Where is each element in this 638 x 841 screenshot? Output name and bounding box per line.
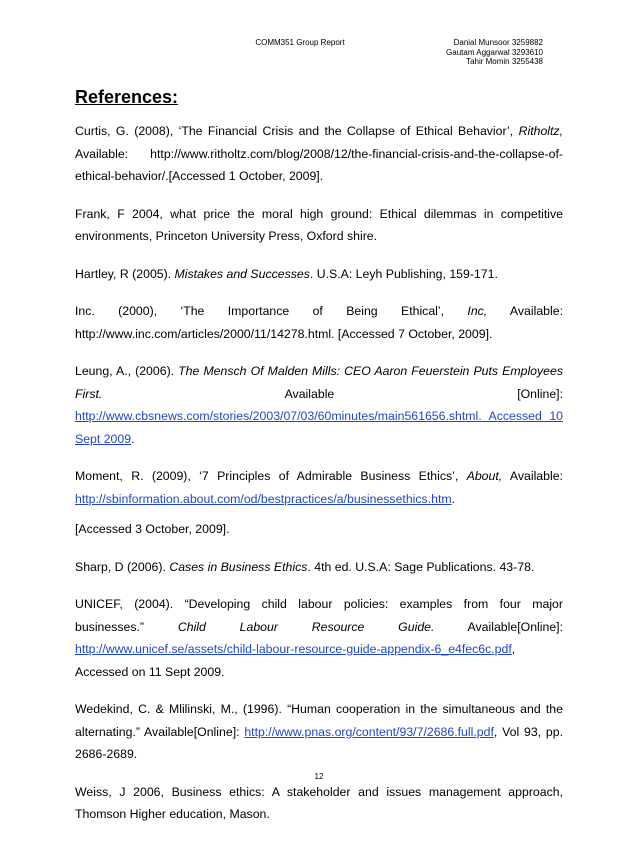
- reference-source: Ritholtz,: [518, 124, 563, 138]
- reference-curtis: [75, 120, 563, 188]
- reference-hartley: [75, 263, 563, 286]
- reference-weiss: [75, 781, 563, 826]
- header-author: Danial Munsoor 3259882: [453, 38, 543, 47]
- reference-unicef: [75, 593, 563, 683]
- header-author: Gautam Aggarwal 3293610: [446, 47, 543, 57]
- reference-text: .: [131, 431, 135, 446]
- reference-text: Frank, F 2004, what price the moral high ground: Ethical dilemmas in competitive environments, Princeton University Press, Oxford shire.: [75, 206, 563, 243]
- reference-text: Available: http://www.inc.com/articles/2000/11/14278.html. [Accessed 7 October, 2009].: [75, 304, 563, 341]
- reference-text: Available: http://www.ritholtz.com/blog/2008/12/the-financial-crisis-and-the-collapse-of-ethical-behavior/.[Accessed 1 October, 2009].: [75, 146, 563, 183]
- reference-link[interactable]: http://www.cbsnews.com/stories/2003/07/03/60minutes/main561656.shtml. Accessed 10 Sept 2009: [75, 409, 563, 446]
- reference-text: .: [451, 491, 456, 506]
- reference-text: Sharp, D (2006).: [75, 559, 170, 574]
- reference-text: Available:: [502, 469, 563, 483]
- reference-text: Available[Online]:: [434, 619, 564, 634]
- reference-sharp: [75, 556, 563, 579]
- reference-text: Weiss, J 2006, Business ethics: A stakeholder and issues management approach, Thomson Higher education, Mason.: [75, 784, 563, 821]
- header-authors: [446, 38, 543, 67]
- reference-text: Inc. (2000), ‘The Importance of Being Ethical’,: [75, 304, 468, 318]
- reference-wedekind: [75, 698, 563, 766]
- reference-source: Inc,: [467, 304, 488, 318]
- references-list: [75, 120, 563, 841]
- reference-text: , Vol 93, pp. 2686-2689.: [75, 724, 563, 761]
- reference-link[interactable]: http://www.unicef.se/assets/child-labour-resource-guide-appendix-6_e4fec6c.pdf: [75, 642, 512, 656]
- reference-frank: [75, 203, 563, 248]
- reference-text: Hartley, R (2005).: [75, 266, 175, 281]
- reference-text: [Accessed 3 October, 2009].: [75, 522, 230, 536]
- reference-leung: [75, 360, 563, 450]
- reference-source: About,: [466, 469, 503, 483]
- reference-text: Wedekind, C. & Mlilinski, M., (1996). “Human cooperation in the simultaneous and the alternating.” Available[Online]:: [75, 702, 563, 739]
- reference-link[interactable]: http://www.pnas.org/content/93/7/2686.full.pdf: [244, 724, 494, 739]
- reference-link[interactable]: http://sbinformation.about.com/od/bestpractices/a/businessethics.htm: [75, 491, 452, 506]
- reference-title: Mistakes and Successes: [174, 266, 310, 281]
- header-author: Tahir Momin 3255438: [466, 57, 543, 66]
- reference-moment-accessed: [75, 518, 563, 541]
- reference-text: , Accessed on 11 Sept 2009.: [75, 642, 516, 679]
- reference-text: . 4th ed. U.S.A: Sage Publications. 43-78.: [307, 559, 535, 574]
- reference-text: . U.S.A: Leyh Publishing, 159-171.: [309, 266, 498, 281]
- reference-inc: [75, 300, 563, 345]
- header-course-title: COMM351 Group Report: [255, 38, 345, 47]
- page-title: References:: [75, 87, 179, 107]
- reference-title: Cases in Business Ethics: [169, 559, 308, 574]
- reference-title: The Mensch Of Malden Mills: CEO Aaron Feuerstein Puts Employees First.: [75, 364, 563, 401]
- reference-text: Curtis, G. (2008), ‘The Financial Crisis and the Collapse of Ethical Behavior’,: [75, 124, 519, 138]
- reference-text: Leung, A., (2006).: [75, 364, 179, 378]
- page-number: 12: [314, 772, 324, 781]
- reference-text: Available [Online]:: [102, 386, 563, 401]
- reference-moment: [75, 465, 563, 510]
- reference-text: Moment, R. (2009), ‘7 Principles of Admirable Business Ethics’,: [75, 469, 467, 483]
- reference-text: UNICEF, (2004). “Developing child labour policies: examples from four major businesses.”: [75, 597, 563, 634]
- reference-title: Child Labour Resource Guide.: [177, 619, 435, 634]
